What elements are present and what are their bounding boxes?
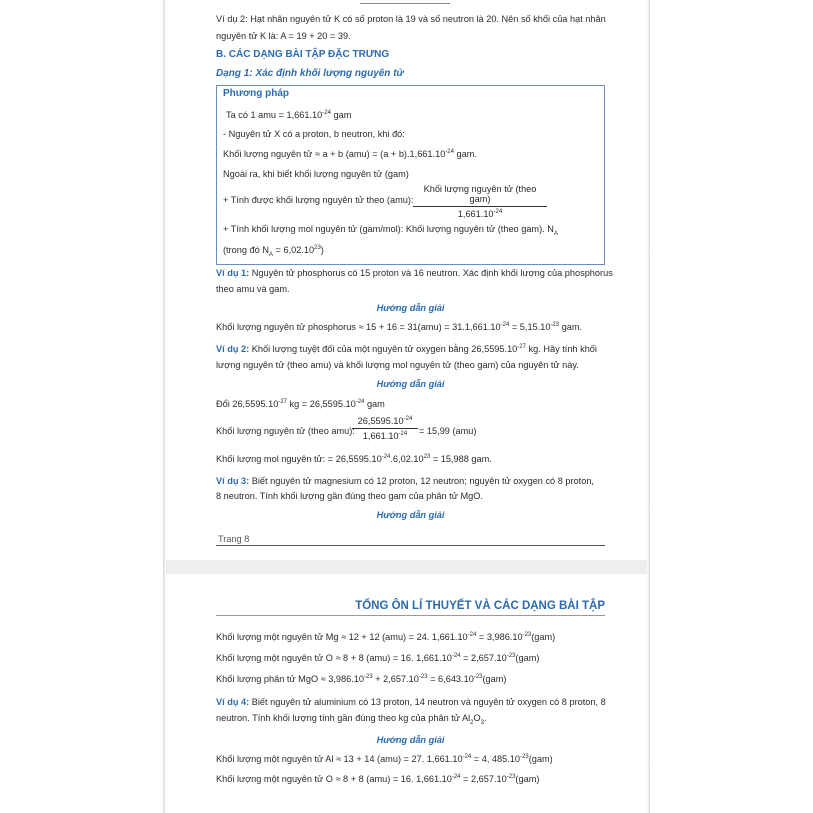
method-fraction xyxy=(413,184,547,219)
vd1-solution-heading: Hướng dẫn giải xyxy=(376,303,445,313)
page2-header: TỔNG ÔN LÍ THUYẾT VÀ CÁC DẠNG BÀI TẬP xyxy=(355,600,605,612)
vd1-solution-line: Khối lượng nguyên tử phosphorus ≈ $15 + 16 = 31(amu) = 31.1,661.10^{-24} = 5,15.10^{-23}$ gam. xyxy=(216,321,583,332)
p2-line3: Khối lượng phân tử MgO ≈ $3,986.10^{-23} + 2,657.10^{-23} = 6,643.10^{-23}(gam)$ xyxy=(216,673,507,684)
page-shadow-left xyxy=(163,0,166,813)
vd4-solution-heading: Hướng dẫn giải xyxy=(376,735,445,745)
top-cut-formula xyxy=(360,0,450,4)
vd2-solution-line1: Đổi $26,5595.10^{-27}$ kg = $26,5595.10^{-24}$ gam xyxy=(216,398,385,409)
vd2-fraction xyxy=(352,416,418,441)
vd2-line2: lượng nguyên tử (theo amu) và khối lượng mol nguyên tử (theo gam) của nguyên tử này. xyxy=(216,360,579,370)
vd4-solution-line2: Khối lượng một nguyên tử O ≈ 8 + 8 (amu) = 16. $1,661.10^{-24} = 2,657.10^{-23}(gam)$ xyxy=(216,773,540,784)
method-line6: + Tính khối lượng mol nguyên tử (gam/mol): Khối lượng nguyên tử (theo gam). $N_A$ xyxy=(223,224,558,237)
method-line2: - Nguyên tử X có a proton, b neutron, khi đó: xyxy=(223,129,405,139)
method-fraction-denominator: $1,661.10^{-24}$ xyxy=(457,208,503,219)
vidu2-line2: nguyên tử K là: A = 19 + 20 = 39. xyxy=(216,31,351,41)
p2-line1: Khối lượng một nguyên tử Mg ≈ 12 + 12 (amu) = 24. $1,661.10^{-24} = 3,986.10^{-23}(gam)$ xyxy=(216,631,556,642)
vidu2-line1: Ví dụ 2: Hạt nhân nguyên tử K có số proton là 19 và số neutron là 20. Nên số khối của hạt nhân xyxy=(216,14,606,24)
vd2-fraction-denominator: $1,661.10^{-24}$ xyxy=(362,430,408,441)
vd2-solution-line2-result: = 15,99 (amu) xyxy=(419,426,477,436)
vd2-line1: Ví dụ 2: Khối lượng tuyệt đối của một nguyên tử oxygen bằng $26,5595.10^{-27}$ kg. Hãy tính khối xyxy=(216,343,597,354)
vd3-line1: Ví dụ 3: Biết nguyên tử magnesium có 12 proton, 12 neutron; nguyên tử oxygen có 8 proton, xyxy=(216,476,594,486)
dang1-heading: Dạng 1: Xác định khối lượng nguyên tử xyxy=(216,68,404,79)
vd2-fraction-bar xyxy=(352,428,418,429)
vd1-line1: Ví dụ 1: Nguyên tử phosphorus có 15 proton và 16 neutron. Xác định khối lượng của phosphorus xyxy=(216,268,613,278)
vd4-line2: neutron. Tính khối lượng tính gần đúng theo kg của phân tử $Al_2O_3$. xyxy=(216,713,487,726)
vd3-solution-heading: Hướng dẫn giải xyxy=(376,510,445,520)
section-b-heading: B. CÁC DẠNG BÀI TẬP ĐẶC TRƯNG xyxy=(216,49,390,60)
page-footer: Trang 8 xyxy=(218,534,250,544)
method-line5: + Tính được khối lượng nguyên tử theo (amu): xyxy=(223,195,414,205)
footer-rule xyxy=(216,545,605,546)
vd4-line1: Ví dụ 4: Biết nguyên tử aluminium có 13 proton, 14 neutron và nguyên tử oxygen có 8 proton, 8 xyxy=(216,697,606,707)
vd2-solution-line3: Khối lượng mol nguyên tử: = $26,5595.10^{-24}.6,02.10^{23} = 15,988$ gam. xyxy=(216,453,492,464)
vd4-solution-line1: Khối lượng một nguyên tử Al ≈ 13 + 14 (amu) = 27. $1,661.10^{-24} = 4$, $485.10^{-23}(gam)$ xyxy=(216,753,553,764)
method-title: Phương pháp xyxy=(223,88,290,99)
method-line7: (trong đó $N_A = 6,02.10^{23}$) xyxy=(223,244,324,258)
method-line4: Ngoài ra, khi biết khối lượng nguyên tử (gam) xyxy=(223,169,409,179)
p2-line2: Khối lượng một nguyên tử O ≈ 8 + 8 (amu) = 16. $1,661.10^{-24} = 2,657.10^{-23}(gam)$ xyxy=(216,652,540,663)
vd3-line2: 8 neutron. Tính khối lượng gần đúng theo gam của phân tử MgO. xyxy=(216,491,483,501)
method-line1: Ta có 1 amu = $1,661.10^{-24}$ gam xyxy=(226,109,352,120)
page-shadow-right xyxy=(647,0,650,813)
method-fraction-bar xyxy=(413,206,547,207)
page-gap xyxy=(166,560,647,574)
vd2-fraction-numerator: $26,5595.10^{-24}$ xyxy=(357,415,413,426)
vd2-solution-line2-label: Khối lượng nguyên tử (theo amu): xyxy=(216,426,355,436)
vd1-line2: theo amu và gam. xyxy=(216,284,290,294)
vd2-solution-heading: Hướng dẫn giải xyxy=(376,379,445,389)
method-line3: Khối lượng nguyên tử ≈ a + b $(amu) = (a + b).1,661.10^{-24}$ gam. xyxy=(223,148,477,159)
method-fraction-numerator: Khối lượng nguyên tử (theo gam) xyxy=(423,184,537,204)
header-rule xyxy=(216,615,605,616)
